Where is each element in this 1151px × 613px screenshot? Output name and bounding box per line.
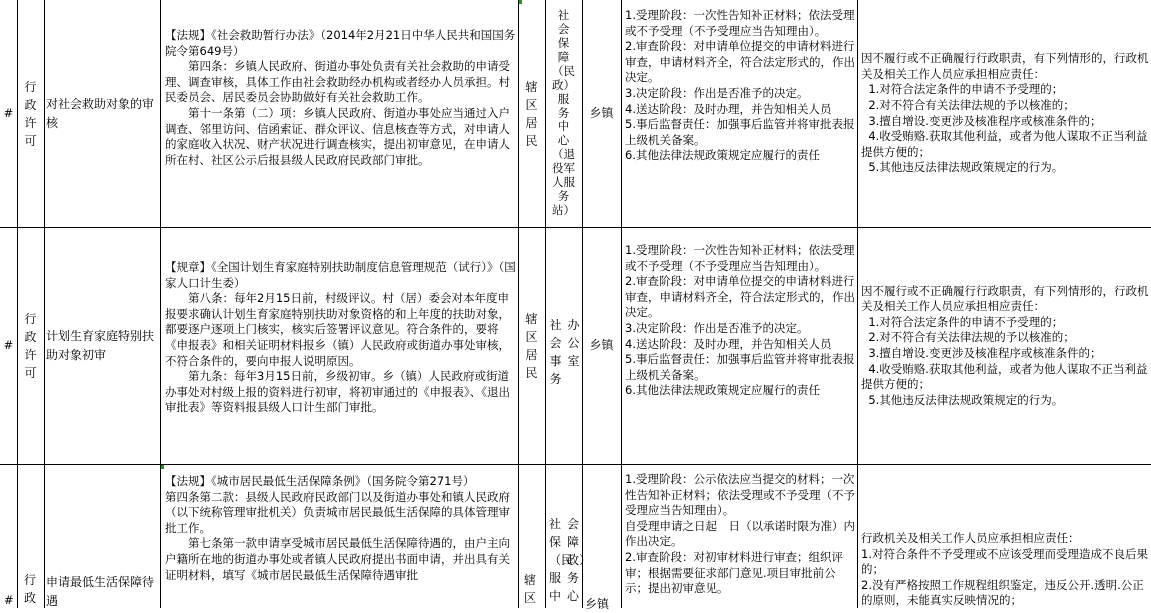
object-char: 民 [525,133,538,148]
accountability-item: 5.其他违反法律法规政策规定的行为。 [861,392,1064,407]
department-char: 办 [567,318,580,332]
column-divider [44,0,45,608]
legal-basis-paragraph: 第十一条第（二）项：乡镇人民政府、街道办事处应当通过入户调查、邻里访问、信函索证、群众评议、信息核查等方式，对申请人的家庭收入状况、财产状况进行调查核实，提出初审意见，在申请人所在村、社区公示后报县级人民政府民政部门审批。 [165,105,510,167]
object-char: 居 [525,348,538,362]
category-char: 政 [24,330,37,344]
accountability-list [857,531,1151,608]
department-char: 事 [549,354,562,368]
department-char: 保 [549,535,562,549]
level-cell: 乡镇 [589,338,614,353]
accountability-block [861,284,1149,409]
department-char: 人服 [552,175,575,190]
accountability-list [857,228,1151,464]
legal-basis-paragraph: 第四条第二款：县级人民政府民政部门以及街道办事处和镇人民政府（以下统称管理审批机关）负责城市居民最低生活保障的具体管理审批工作。 [165,489,510,535]
legal-basis [160,28,518,227]
accountability-item: 4.收受贿赂.获取其他利益，或者为他人谋取不正当利益提供方便的； [861,129,1148,159]
category-char: 行 [24,312,37,326]
category-cell [17,228,44,464]
category-char: 政 [24,591,37,605]
object-cell [518,465,545,608]
accountability-item: 5.其他违反法律法规政策规定的行为。 [861,160,1064,175]
accountability-item: 因不履行或不正确履行行政职责，有下列情形的，行政机关及相关工作人员应承担相应责任： [861,283,1149,314]
department-char: 服 [557,91,570,106]
department-char: 务 [557,188,570,203]
accountability-list [857,0,1151,227]
legal-basis [160,474,518,608]
department-char: 公 [567,336,580,350]
accountability-item: 因不履行或不正确履行行政职责，有下列情形的，行政机关及相关工作人员应承担相应责任： [861,51,1149,81]
department-char: 中 [557,119,570,134]
department-char: 政） [567,553,592,567]
department-char: 会 [557,22,570,37]
object-char: 辖 [525,312,538,326]
responsibility-item: 3.决定阶段：作出是否准予的决定。 [625,85,809,100]
level-cell [582,465,621,611]
accountability-item: 4.收受贿赂.获取其他利益，或者为他人谋取不正当利益提供方便的； [861,361,1148,392]
responsibility-item: 2.审查阶段：对申请单位提交的申请材料进行审查，申请材料齐全，符合法定形式的，作出决定。 [625,274,855,320]
department-cell [545,0,582,227]
item-name: 对社会救助对象的审核 [46,96,155,130]
accountability-item: 3.擅自增设.变更涉及核准程序或核准条件的； [861,346,1102,360]
department-char: 役军 [552,161,575,176]
responsibility-item: 1.受理阶段：一次性告知补正材料；依法受理或不予受理（不予受理应当告知理由）。 [625,243,855,273]
object-char: 民 [525,366,538,380]
accountability-item: 1.对符合法定条件的申请不予受理的； [861,314,1064,329]
accountability-item: 行政机关及相关工作人员应承担相应责任： [861,531,1080,545]
department-char: 社 [557,8,570,23]
department-char: 心 [557,133,570,148]
accountability-item: 1.对符合条件不予受理或不应该受理而受理造成不良后果的； [861,546,1148,577]
responsibility-item: 6.其他法律法规政策规定应履行的责任 [625,383,820,398]
responsibility-item: 4.送达阶段：及时办理，并告知相关人员 [625,336,832,351]
department-cell [545,228,582,464]
department-char: 社 [549,318,562,332]
responsibility-item: 6.其他法律法规政策规定应履行的责任 [625,148,820,163]
department-char: 务 [567,571,580,585]
category-char: 许 [24,115,37,130]
row-index-cell [0,465,17,608]
object-cell [518,228,545,464]
row-index: # [3,105,14,120]
department-char: 站） [552,202,575,217]
department-char: 务 [549,372,562,386]
responsibility-item: 5.事后监督责任：加强事后监管并将审批表报上级机关备案。 [625,117,855,147]
responsibility-item: 3.决定阶段：作出是否准予的决定。 [625,320,809,335]
level-cell: 乡镇 [589,105,614,120]
accountability-item: 2.没有严格按照工作规程组织鉴定，违反公开.透明.公正的原则，未能真实反映情况的； [861,577,1144,608]
department-column [566,316,581,370]
row-index: # [3,338,14,353]
level-text: 乡镇 [585,597,610,611]
responsibility-list [621,472,857,608]
category-char: 可 [24,366,37,380]
department-char: （民 [552,63,575,78]
responsibility-item: 2.审查阶段：对初审材料进行审查；组织评审；根据需要征求部门意见.项目审批前公示；提出初审意见。 [625,549,843,596]
responsibility-item: 自受理申请之日起 日（以承诺时限为准）内作出决定。 [625,518,855,549]
legal-basis-paragraph: 【规章】《全国计划生育家庭特别扶助制度信息管理规范（试行）》（国家人口计生委） [165,260,516,290]
department-char: 会 [549,336,562,350]
legal-basis-paragraph: 【法规】《社会救助暂行办法》（2014年2月21日中华人民共和国国务院令第649号） [165,28,516,58]
department-char: 社 [549,517,562,531]
legal-basis-paragraph: 第九条：每年3月15日前，乡级初审。乡（镇）人民政府或街道办事处对村级上报的资料进行初审，将初审通过的《申报表》、《退出审批表》等资料报县级人口计生部门审批。 [165,369,510,415]
department-char: （民 [549,553,574,567]
object-char: 辖 [524,573,537,587]
responsibility-list [621,8,857,227]
category-cell [17,465,44,608]
object-char: 辖 [525,79,538,94]
row-index: # [4,593,14,607]
responsibility-item: 5.事后监督责任：加强事后监管并将审批表报上级机关备案。 [625,352,855,382]
legal-basis-paragraph: 第八条：每年2月15日前，村级评议。村（居）委会对本年度申报要求确认计划生育家庭特别扶助对象资格的和上年度的扶助对象，都要逐户逐项上门核实，核实后签署评议意见。符合条件的，要将《申报表》和相关证明材料报乡（镇）人民政府或街道办事处审核，不符合条件的，要向申报人说明原因。 [165,291,510,368]
legal-basis [160,260,518,464]
object-char: 居 [525,115,538,130]
category-char: 行 [24,79,37,94]
accountability-item: 2.对不符合有关法律法规的予以核准的； [861,330,1075,345]
item-name: 计划生育家庭特别扶助对象初审 [46,329,155,362]
department-char: 务 [557,105,570,120]
category-cell [17,0,44,227]
responsibility-item: 4.送达阶段：及时办理，并告知相关人员 [625,101,832,116]
legal-basis-paragraph: 第七条第一款申请享受城市居民最低生活保障待遇的，由户主向户籍所在地的街道办事处或者镇人民政府提出书面申请，并出具有关证明材料，填写《城市居民最低生活保障待遇审批 [165,536,510,582]
accountability-item: 1.对符合法定条件的申请不予受理的； [861,82,1064,97]
department-char: 障 [557,49,570,64]
category-char: 许 [24,348,37,362]
department-char: 政） [552,77,575,92]
object-cell [518,0,545,227]
department-char: （退 [552,147,575,162]
responsibility-item: 2.审查阶段：对申请单位提交的申请材料进行审查，申请材料齐全，符合法定形式的，作出决定。 [625,39,855,85]
cell-marker [161,465,164,469]
responsibility-list [621,243,857,464]
department-cell [545,465,592,608]
department-char: 服 [549,571,562,585]
accountability-item: 3.擅自增设.变更涉及核准程序或核准条件的； [861,113,1102,128]
item-cell [46,465,158,608]
item-name: 申请最低生活保障待遇 [46,575,155,608]
department-char: 障 [567,535,580,549]
accountability-block [861,51,1149,176]
department-column [548,316,563,388]
legal-basis-paragraph: 【法规】《城市居民最低生活保障条例》（国务院令第271号） [165,474,475,488]
department-char: 会 [567,517,580,531]
category-char: 行 [24,573,37,587]
category-char: 政 [24,97,37,112]
category-char: 可 [24,133,37,148]
object-char: 区 [524,591,537,605]
object-char: 区 [525,97,538,112]
legal-basis-paragraph: 第四条：乡镇人民政府、街道办事处负责有关社会救助的申请受理、调查审核，具体工作由社会救助经办机构或者经办人员承担。村民委员会、居民委员会协助做好有关社会救助工作。 [165,59,510,105]
department-char: 室 [567,354,580,368]
department-char: 中 [549,589,562,603]
responsibility-item: 1.受理阶段：一次性告知补正材料；依法受理或不予受理（不予受理应当告知理由）。 [625,8,855,38]
object-char: 区 [525,330,538,344]
department-char: 保 [557,36,570,51]
department-char: 心 [567,589,580,603]
accountability-item: 2.对不符合有关法律法规的予以核准的； [861,97,1075,112]
responsibility-item: 1.受理阶段：公示依法应当提交的材料；一次性告知补正材料；依法受理或不予受理（不予受理应当告知理由）。 [625,472,855,518]
